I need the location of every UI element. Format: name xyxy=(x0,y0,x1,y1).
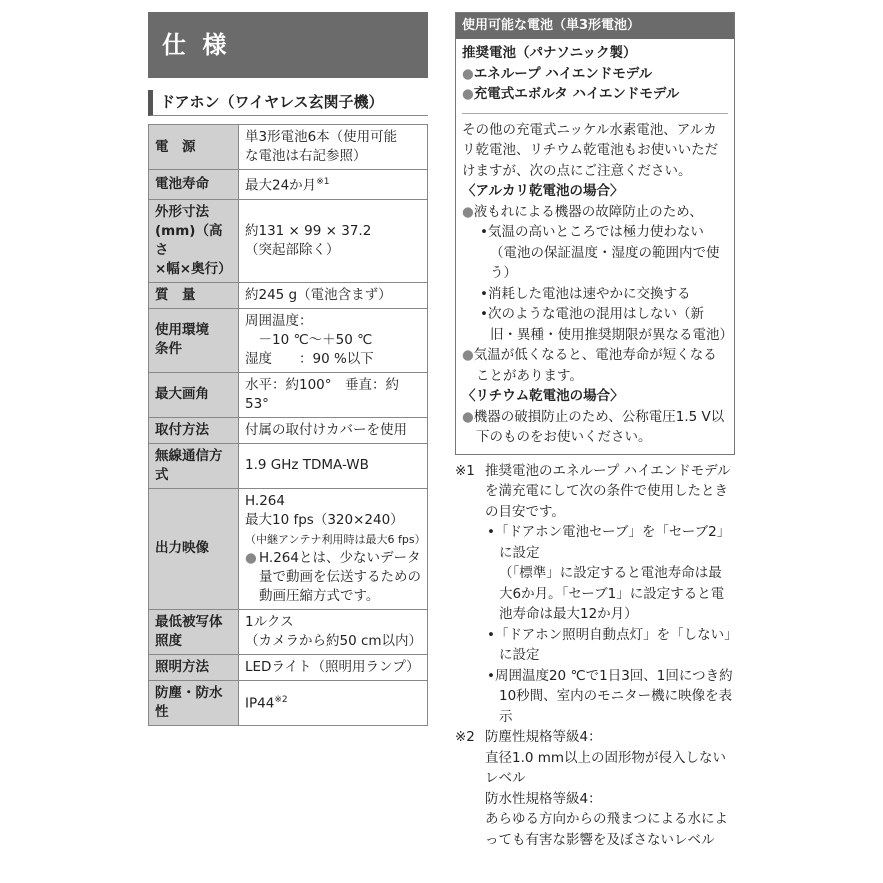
spec-value: 付属の取付けカバーを使用 xyxy=(239,417,428,443)
table-row xyxy=(149,199,428,282)
spec-bullet xyxy=(245,549,421,606)
recommended-title: 推奨電池（パナソニック製） xyxy=(462,45,637,61)
spec-value-line: （カメラから約50 cm以内） xyxy=(245,632,423,649)
spec-key: 出力映像 xyxy=(149,488,239,609)
section-heading: ドアホン（ワイヤレス玄関子機） xyxy=(148,90,428,116)
spec-key-line: 使用環境 xyxy=(155,322,209,338)
spec-column xyxy=(148,12,428,726)
spec-value xyxy=(239,488,428,609)
table-row xyxy=(149,372,428,417)
lithium-item: 機器の破損防止のため、公称電圧1.5 V以下のものをお使いください。 xyxy=(473,408,725,445)
spec-value xyxy=(239,125,428,170)
footnote-ref: ※2 xyxy=(274,695,288,706)
bullet-icon: ● xyxy=(462,65,474,82)
spec-value-line: 最大10 fps（320×240） xyxy=(245,511,404,528)
alkaline-subitem: 消耗した電池は速やかに交換する xyxy=(487,285,691,302)
footnote-item: 「ドアホン電池セーブ」を「セーブ2」に設定 xyxy=(494,524,731,561)
spec-value-line: 周囲温度： xyxy=(245,312,313,329)
table-row xyxy=(149,282,428,308)
spec-value xyxy=(239,199,428,282)
spec-key: 無線通信方式 xyxy=(149,443,239,488)
recommended-item: 充電式エボルタ ハイエンドモデル xyxy=(473,86,680,102)
footnote-text: 推奨電池のエネループ ハイエンドモデルを満充電にして次の条件で使用したときの目安です。 xyxy=(485,462,731,520)
battery-box-body xyxy=(456,39,734,454)
page-title: 仕 様 xyxy=(148,12,428,78)
bullet-icon: ● xyxy=(462,408,474,425)
spec-key: 最大画角 xyxy=(149,372,239,417)
footnote-ref: ※1 xyxy=(316,177,330,187)
list-item: •消耗した電池は速やかに交換する xyxy=(480,285,691,302)
list-item xyxy=(462,345,728,386)
table-row xyxy=(149,443,428,488)
table-row xyxy=(149,488,428,609)
spec-value-line: IP44 xyxy=(245,695,275,712)
spec-value xyxy=(239,170,428,200)
alkaline-subitem: 気温の高いところでは極力使わない（電池の保証温度・湿度の範囲内で使う） xyxy=(487,224,720,281)
table-row xyxy=(149,308,428,372)
spec-key: 電 源 xyxy=(149,125,239,170)
spec-key-line: 条件 xyxy=(155,341,182,357)
battery-column xyxy=(455,12,735,850)
spec-key-line: (mm)（高さ xyxy=(155,222,223,258)
spec-value xyxy=(239,609,428,654)
list-item: •次のような電池の混用はしない（新旧・異種・使用推奨期限が異なる電池） xyxy=(480,306,733,343)
spec-value: 1.9 GHz TDMA-WB xyxy=(239,443,428,488)
spec-key: 照明方法 xyxy=(149,654,239,680)
spec-value-line: 湿度 ：90 %以下 xyxy=(245,350,374,367)
footnote-text: 防水性規格等級4： xyxy=(485,790,602,807)
recommended-section xyxy=(462,43,728,114)
bullet-icon: ● xyxy=(462,86,474,102)
list-item xyxy=(462,407,728,448)
spec-value: LEDライト（照明用ランプ） xyxy=(239,654,428,680)
spec-value-line: 単3形電池6本（使用可能 xyxy=(245,129,398,145)
spec-key-line: 最低被写体 xyxy=(155,613,223,630)
footnote-text: あらゆる方向からの飛まつによる水によっても有害な影響を及ぼさないレベル xyxy=(485,811,728,848)
spec-value-line: －10 ℃～＋50 ℃ xyxy=(245,331,373,348)
battery-box xyxy=(455,12,735,455)
spec-key-line: 外形寸法 xyxy=(155,203,209,220)
spec-key-line: ×幅×奥行） xyxy=(155,260,232,277)
spec-value: 約245 g（電池含まず） xyxy=(239,282,428,308)
footnote-item: 「ドアホン照明自動点灯」を「しない」に設定 xyxy=(494,626,731,663)
spec-key: 電池寿命 xyxy=(149,170,239,200)
list-item: •気温の高いところでは極力使わない（電池の保証温度・湿度の範囲内で使う） xyxy=(480,224,720,281)
alkaline-item: 液もれによる機器の故障防止のため、 xyxy=(473,203,703,220)
spec-key: 取付方法 xyxy=(149,417,239,443)
spec-key-line: 照度 xyxy=(155,632,182,649)
spec-value xyxy=(239,680,428,725)
bullet-icon: ● xyxy=(462,347,474,363)
alkaline-item: 気温が低くなると、電池寿命が短くなることがあります。 xyxy=(473,347,717,384)
spec-value-line: 約131 × 99 × 37.2 xyxy=(245,222,372,239)
list-item xyxy=(462,64,728,85)
table-row xyxy=(149,417,428,443)
footnote-item: 周囲温度20 ℃で1日3回、1回につき約10秒間、室内のモニター機に映像を表示 xyxy=(494,667,733,725)
spec-value: 水平：約100° 垂直：約53° xyxy=(239,372,428,417)
footnote-item: （「標準」に設定すると電池寿命は最大6か月。「セーブ1」に設定すると電池寿命は最大12か月） xyxy=(499,565,725,622)
spec-key: 防塵・防水性 xyxy=(149,680,239,725)
spec-value xyxy=(239,308,428,372)
footnotes xyxy=(455,461,735,851)
table-row xyxy=(149,654,428,680)
spec-value-line: 1ルクス xyxy=(245,613,294,630)
spec-value-line: な電池は右記参照） xyxy=(245,148,367,164)
list-item: •「ドアホン電池セーブ」を「セーブ2」に設定 xyxy=(487,524,731,561)
battery-box-header: 使用可能な電池（単3形電池） xyxy=(456,13,734,39)
spec-key xyxy=(149,609,239,654)
table-row xyxy=(149,609,428,654)
recommended-item: エネループ ハイエンドモデル xyxy=(473,65,653,82)
list-item: •周囲温度20 ℃で1日3回、1回につき約10秒間、室内のモニター機に映像を表示 xyxy=(487,667,733,725)
footnote-1 xyxy=(455,461,735,728)
list-item xyxy=(462,202,728,223)
spec-bullet-text: H.264とは、少ないデータ量で動画を伝送するための動画圧縮方式です。 xyxy=(259,549,421,604)
battery-intro: その他の充電式ニッケル水素電池、アルカリ乾電池、リチウム乾電池もお使いいただけますが、次の点にご注意ください。 xyxy=(462,121,719,179)
footnote-mark: ※2 xyxy=(455,729,475,745)
lithium-title: 〈リチウム乾電池の場合〉 xyxy=(462,388,624,404)
list-item xyxy=(462,84,728,105)
table-row xyxy=(149,680,428,725)
spec-table xyxy=(148,124,428,726)
footnote-text: 直径1.0 mm以上の固形物が侵入しないレベル xyxy=(485,749,727,786)
spec-value-note: （中継アンテナ利用時は最大6 fps） xyxy=(245,532,426,546)
spec-key: 質 量 xyxy=(149,282,239,308)
alkaline-subitem: 次のような電池の混用はしない（新旧・異種・使用推奨期限が異なる電池） xyxy=(487,306,733,343)
bullet-icon: ● xyxy=(245,549,257,566)
list-item: •「ドアホン照明自動点灯」を「しない」に設定 xyxy=(487,626,731,663)
table-row xyxy=(149,170,428,200)
alkaline-title: 〈アルカリ乾電池の場合〉 xyxy=(462,183,624,199)
footnote-2 xyxy=(455,727,735,850)
spec-value-line: 最大24か月 xyxy=(245,177,317,194)
bullet-icon: ● xyxy=(462,203,474,220)
spec-key xyxy=(149,199,239,282)
spec-value-line: （突起部除く） xyxy=(245,241,340,258)
table-row xyxy=(149,125,428,170)
spec-value-line: H.264 xyxy=(245,492,285,509)
footnote-mark: ※1 xyxy=(455,462,475,479)
footnote-text: 防塵性規格等級4： xyxy=(485,729,602,745)
spec-key xyxy=(149,308,239,372)
